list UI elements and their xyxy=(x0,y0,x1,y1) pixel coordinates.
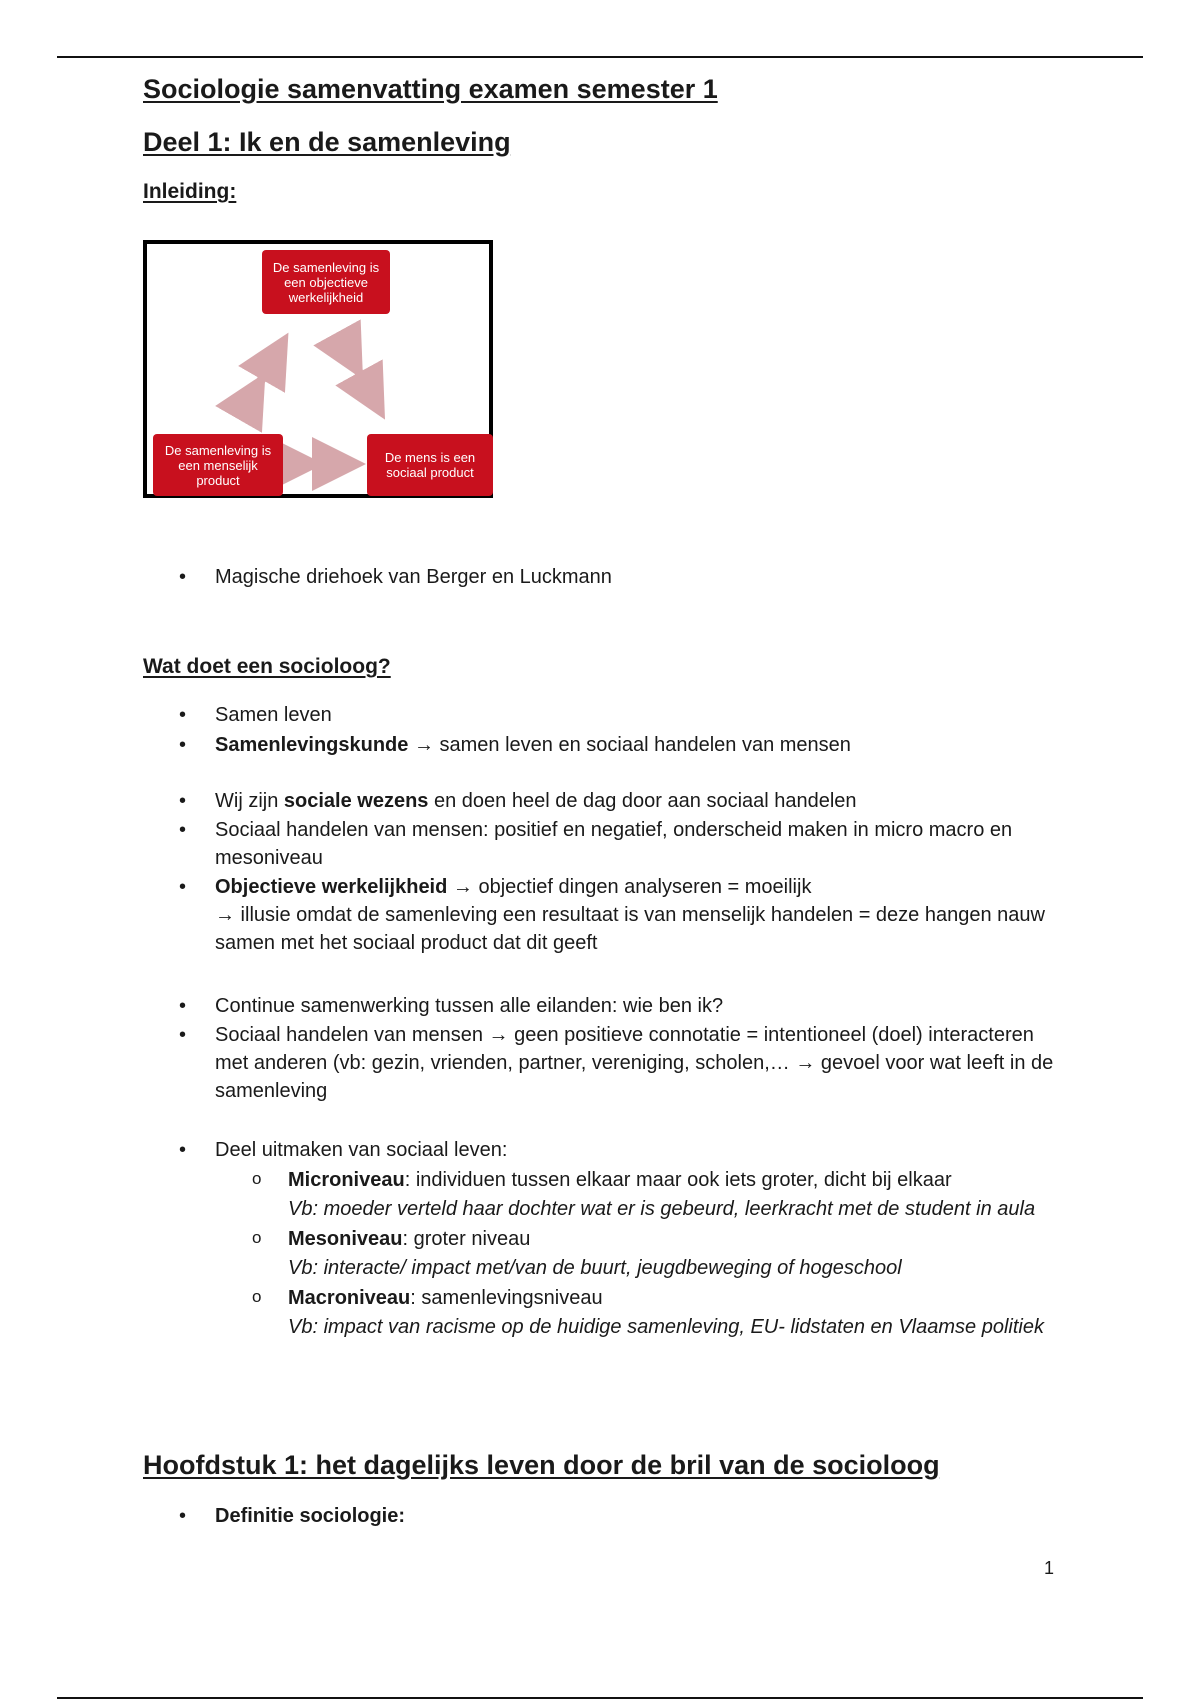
level-item-macro xyxy=(288,1284,1068,1342)
list-item xyxy=(215,1502,1065,1530)
bullet-text: Wij zijn xyxy=(215,790,284,812)
level-name: Mesoniveau xyxy=(288,1228,403,1250)
list-item xyxy=(215,992,1065,1020)
level-name: Microniveau xyxy=(288,1169,405,1191)
arrow-right-icon: → xyxy=(452,876,473,898)
list-item xyxy=(215,873,1065,957)
bullet-text: gevoel voor wat leeft in de samenleving xyxy=(215,1052,1054,1102)
figure-caption: Magische driehoek van Berger en Luckmann xyxy=(215,566,612,588)
level-desc: : groter niveau xyxy=(402,1228,531,1250)
arrow-right-icon: → xyxy=(795,1052,816,1074)
level-example: Vb: impact van racisme op de huidige samenleving, EU- lidstaten en Vlaamse politiek xyxy=(288,1316,1044,1338)
bullet-text: en doen heel de dag door aan sociaal handelen xyxy=(428,790,857,812)
level-item-meso xyxy=(288,1225,1068,1283)
arrow-right-icon: → xyxy=(413,734,434,756)
bold-term: Objectieve werkelijkheid xyxy=(215,876,448,898)
top-rule xyxy=(57,56,1143,58)
level-name: Macroniveau xyxy=(288,1287,411,1309)
intro-heading: Inleiding: xyxy=(143,180,237,203)
bullet-text: Samen leven xyxy=(215,704,332,726)
bottom-rule xyxy=(57,1697,1143,1699)
bullet-text: geen positieve connotatie = intentioneel (doel) interacteren met anderen (vb: gezin, vrienden, partner, vereniging, scholen,… xyxy=(215,1024,1034,1074)
bold-term: sociale wezens xyxy=(283,790,429,812)
chapter-heading: Hoofdstuk 1: het dagelijks leven door de bril van de socioloog xyxy=(143,1450,940,1480)
arrow-right-icon: → xyxy=(488,1024,509,1046)
part-heading: Deel 1: Ik en de samenleving xyxy=(143,127,511,157)
bullet-text: Sociaal handelen van mensen xyxy=(215,1024,489,1046)
document-title: Sociologie samenvatting examen semester 1 xyxy=(143,74,718,104)
list-item xyxy=(215,1021,1065,1105)
page-number: 1 xyxy=(1044,1558,1055,1578)
list-item xyxy=(215,731,1065,759)
bullet-text: objectief dingen analyseren = moeilijk xyxy=(472,876,812,898)
level-example: Vb: moeder verteld haar dochter wat er is gebeurd, leerkracht met de student in aula xyxy=(288,1198,1036,1220)
list-item xyxy=(215,701,1065,729)
list-item xyxy=(215,816,1065,872)
bullet-text: Sociaal handelen van mensen: positief en negatief, onderscheid maken in micro macro en mesoniveau xyxy=(215,819,1013,869)
definition-label: Definitie sociologie: xyxy=(215,1505,406,1527)
level-desc: : samenlevingsniveau xyxy=(410,1287,603,1309)
bullet-text: Continue samenwerking tussen alle eilanden: wie ben ik? xyxy=(215,995,724,1017)
bullet-text: samen leven en sociaal handelen van mensen xyxy=(433,734,851,756)
bullet-text: Deel uitmaken van sociaal leven: xyxy=(215,1139,508,1161)
box-social-product: De mens is een sociaal product xyxy=(367,434,493,496)
list-item xyxy=(215,787,1065,815)
section-heading: Wat doet een socioloog? xyxy=(143,655,391,678)
arrow-right-icon: → xyxy=(215,904,235,926)
bullet-text: illusie omdat de samenleving een resultaat is van menselijk handelen = deze hangen nauw samen met het sociaal product dat dit geeft xyxy=(215,904,1045,954)
box-human-product: De samenleving is een menselijk product xyxy=(153,434,283,496)
bold-term: Samenlevingskunde xyxy=(215,734,409,756)
level-item-micro xyxy=(288,1166,1068,1224)
level-desc: : individuen tussen elkaar maar ook iets groter, dicht bij elkaar xyxy=(404,1169,952,1191)
magic-triangle-figure xyxy=(143,240,493,498)
list-item xyxy=(215,1136,1065,1164)
list-item xyxy=(215,563,1065,591)
box-objective-reality: De samenleving is een objectieve werkelijkheid xyxy=(262,250,390,314)
level-example: Vb: interacte/ impact met/van de buurt, jeugdbeweging of hogeschool xyxy=(288,1257,902,1279)
